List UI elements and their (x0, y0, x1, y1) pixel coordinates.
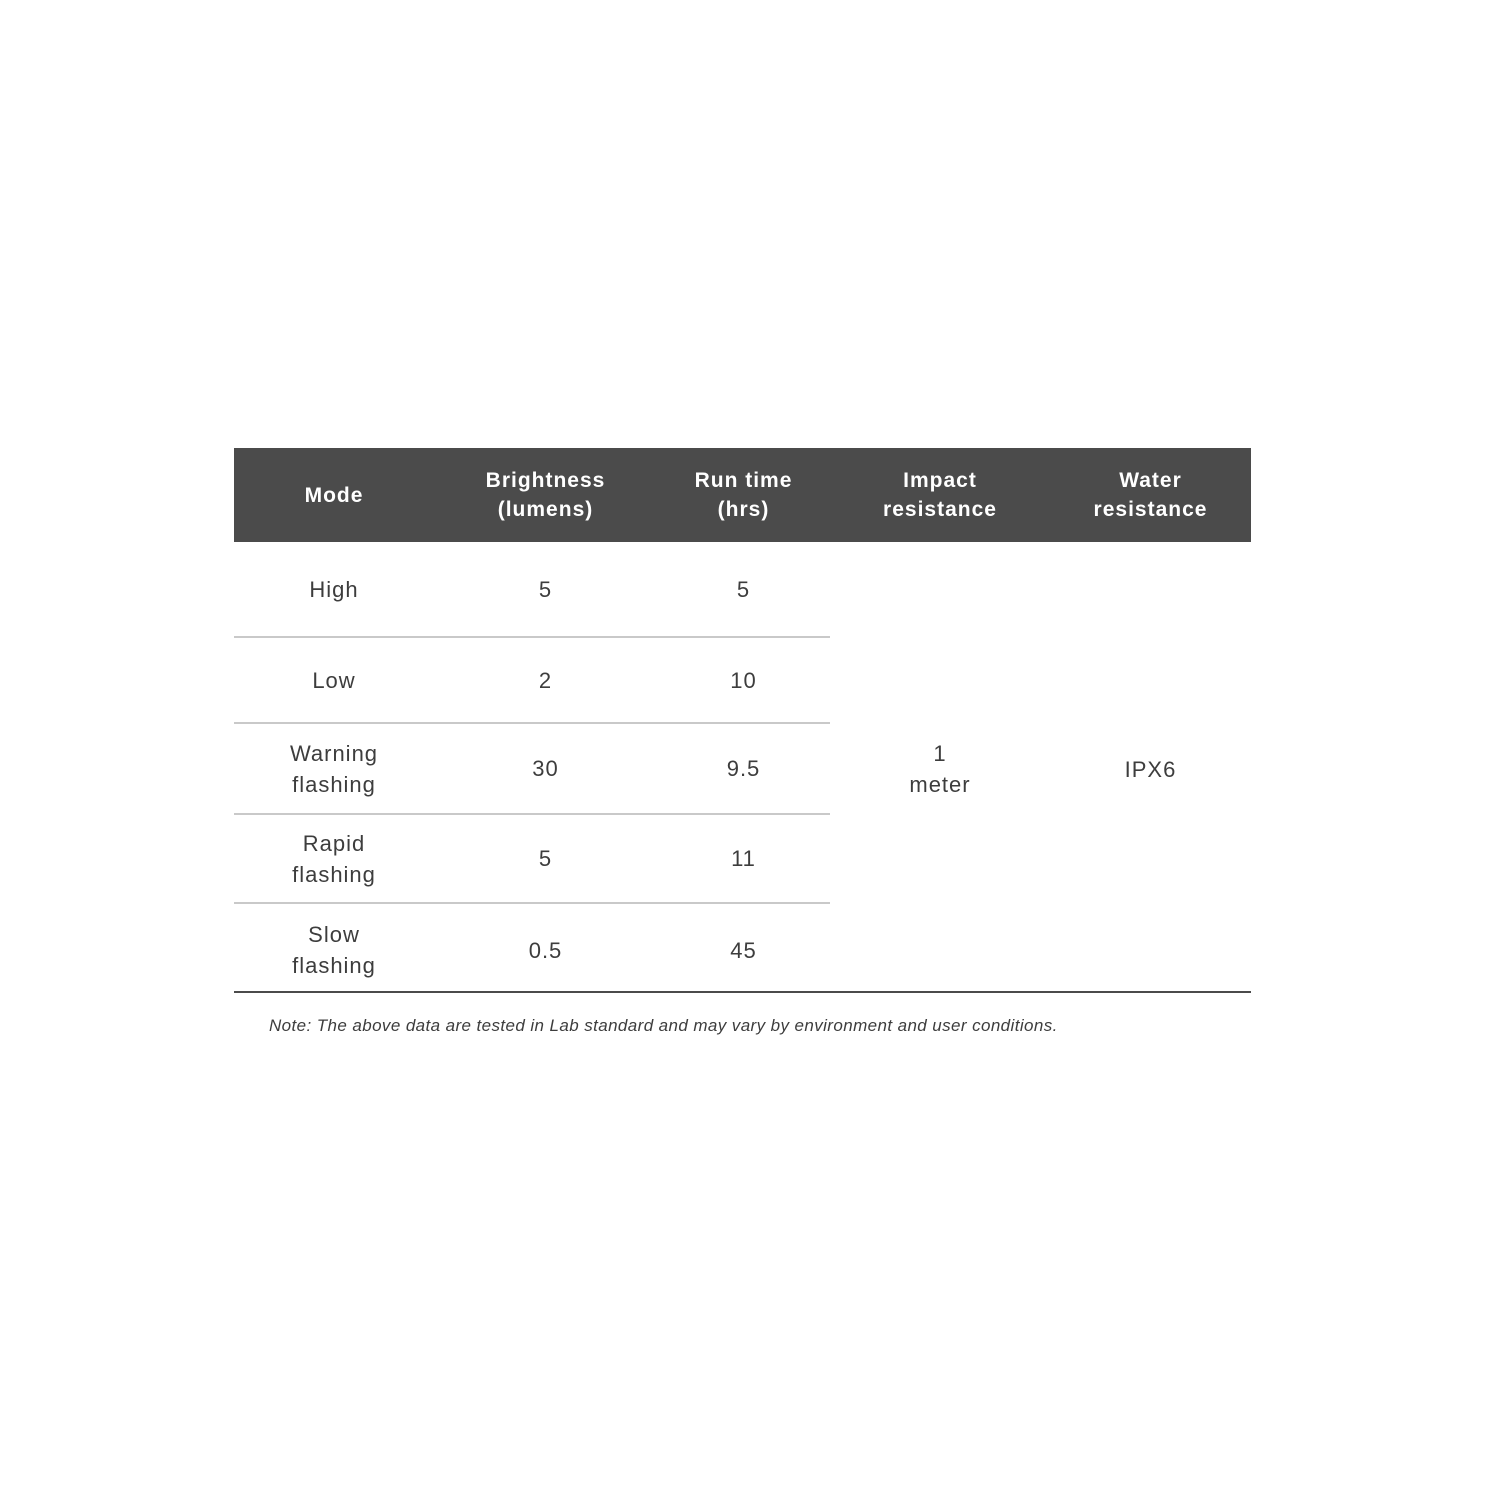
table-bottom-rule (234, 991, 1251, 993)
header-brightness-line1: Brightness (485, 469, 606, 492)
header-mode-label: Mode (304, 483, 364, 507)
header-impact (830, 448, 1050, 542)
mode-label-line2: flashing (292, 771, 376, 797)
brightness-cell: 5 (434, 542, 657, 637)
mode-cell (234, 637, 434, 723)
footnote: Note: The above data are tested in Lab standard and may vary by environment and user conditions. (269, 1016, 1058, 1035)
mode-label-line2: flashing (292, 953, 376, 978)
mode-label: Low (312, 667, 356, 693)
runtime-cell: 5 (657, 542, 830, 637)
spec-table (234, 448, 1251, 996)
header-runtime-line1: Run time (694, 469, 793, 492)
header-impact-line2: resistance (883, 498, 997, 521)
water-value: IPX6 (1124, 756, 1177, 782)
header-row (234, 448, 1251, 542)
table-body (234, 542, 1251, 996)
mode-label: High (309, 576, 359, 602)
mode-cell (234, 814, 434, 903)
table-row (234, 542, 1251, 637)
brightness-cell: 2 (434, 637, 657, 723)
mode-label-line1: Slow (308, 922, 360, 947)
impact-value-line2: meter (909, 772, 971, 797)
mode-label-line1: Rapid (302, 830, 366, 856)
mode-cell (234, 542, 434, 637)
header-mode (234, 448, 434, 542)
header-water-line1: Water (1119, 469, 1182, 492)
impact-value-line1: 1 (933, 741, 947, 766)
mode-cell (234, 723, 434, 814)
header-impact-line1: Impact (903, 469, 977, 492)
water-resistance-cell (1050, 542, 1251, 996)
brightness-cell: 5 (434, 814, 657, 903)
runtime-cell: 11 (657, 814, 830, 903)
header-runtime-line2: (hrs) (717, 498, 770, 521)
runtime-cell: 9.5 (657, 723, 830, 814)
header-water-line2: resistance (1093, 498, 1208, 521)
header-brightness (434, 448, 657, 542)
impact-resistance-cell (830, 542, 1050, 996)
mode-label-line2: flashing (292, 861, 376, 887)
brightness-cell: 30 (434, 723, 657, 814)
mode-cell (234, 903, 434, 996)
header-brightness-line2: (lumens) (497, 498, 594, 521)
runtime-cell: 10 (657, 637, 830, 723)
brightness-cell: 0.5 (528, 937, 563, 963)
table-header (234, 448, 1251, 542)
header-runtime (657, 448, 830, 542)
runtime-cell: 45 (730, 937, 757, 963)
header-water (1050, 448, 1251, 542)
mode-label-line1: Warning (289, 740, 379, 766)
